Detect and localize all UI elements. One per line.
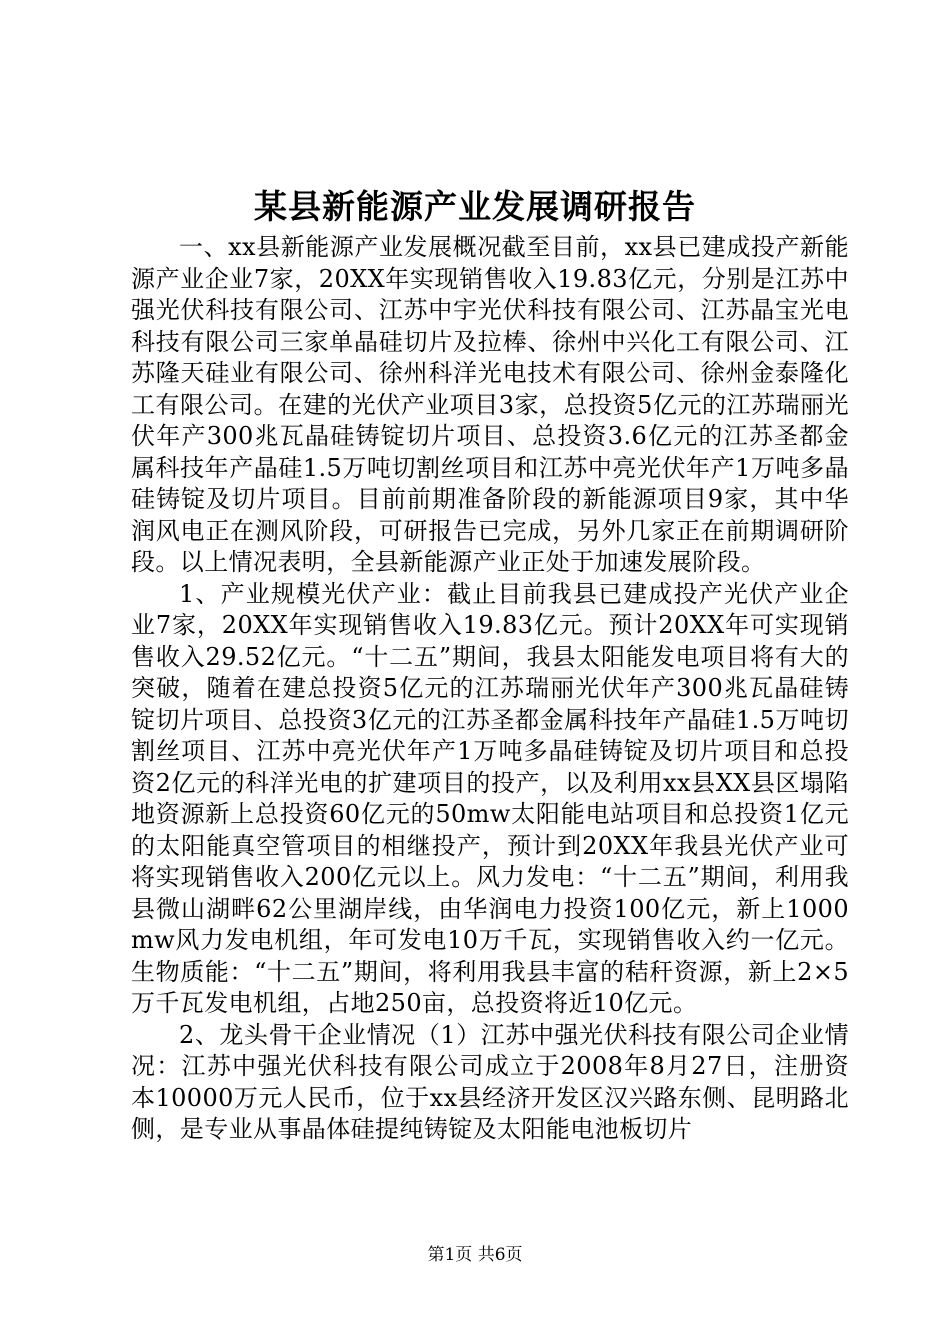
paragraph-leading-enterprises: 2、龙头骨干企业情况（1）江苏中强光伏科技有限公司企业情况：江苏中强光伏科技有限公司成立于2008年8月27日，注册资本10000万元人民币，位于xx县经济开发区汉兴路东侧、昆明路北侧，是专业从事晶体硅提纯铸锭及太阳能电池板切片: [131, 1020, 849, 1143]
paragraph-overview: 一、xx县新能源产业发展概况截至目前，xx县已建成投产新能源产业企业7家，20XX年实现销售收入19.83亿元，分别是江苏中强光伏科技有限公司、江苏中宇光伏科技有限公司、江苏晶宝光电科技有限公司三家单晶硅切片及拉棒、徐州中兴化工有限公司、江苏隆天硅业有限公司、徐州科洋光电技术有限公司、徐州金泰隆化工有限公司。在建的光伏产业项目3家，总投资5亿元的江苏瑞丽光伏年产300兆瓦晶硅铸锭切片项目、总投资3.6亿元的江苏圣都金属科技年产晶硅1.5万吨切割丝项目和江苏中亮光伏年产1万吨多晶硅铸锭及切片项目。目前前期准备阶段的新能源项目9家，其中华润风电正在测风阶段，可研报告已完成，另外几家正在前期调研阶段。以上情况表明，全县新能源产业正处于加速发展阶段。: [131, 233, 849, 576]
page-footer: 第1页 共6页: [427, 1245, 523, 1265]
paragraph-industry-scale: 1、产业规模光伏产业：截止目前我县已建成投产光伏产业企业7家，20XX年实现销售收入19.83亿元。预计20XX年可实现销售收入29.52亿元。“十二五”期间，我县太阳能发电项目将有大的突破，随着在建总投资5亿元的江苏瑞丽光伏年产300兆瓦晶硅铸锭切片项目、总投资3亿元的江苏圣都金属科技年产晶硅1.5万吨切割丝项目、江苏中亮光伏年产1万吨多晶硅铸锭及切片项目和总投资2亿元的科洋光电的扩建项目的投产，以及利用xx县XX县区塌陷地资源新上总投资60亿元的50mw太阳能电站项目和总投资1亿元的太阳能真空管项目的相继投产，预计到20XX年我县光伏产业可将实现销售收入200亿元以上。风力发电：“十二五”期间，利用我县微山湖畔62公里湖岸线，由华润电力投资100亿元，新上1000mw风力发电机组，年可发电10万千瓦，实现销售收入约一亿元。生物质能：“十二五”期间，将利用我县丰富的秸秆资源，新上2×5万千瓦发电机组，占地250亩，总投资将近10亿元。: [131, 579, 849, 1017]
document-body: [131, 232, 849, 1146]
document-title: 某县新能源产业发展调研报告: [254, 187, 696, 226]
